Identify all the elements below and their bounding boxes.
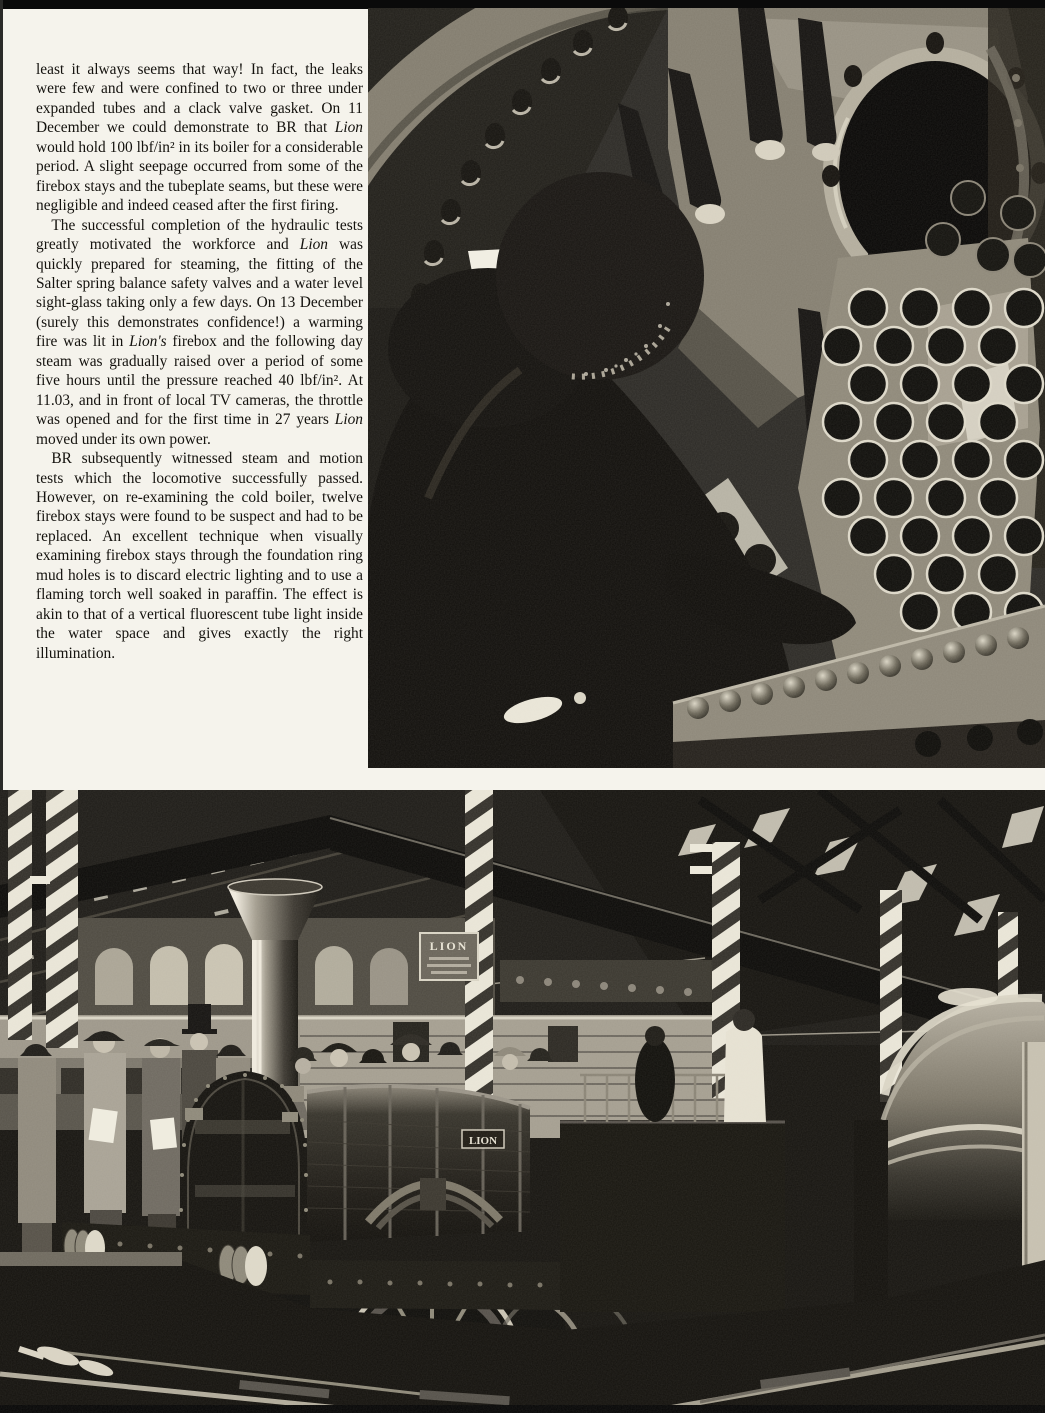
article-paragraph: The successful completion of the hydraulic tests greatly motivated the workforce and Lion was quickly prepared for steaming, the fitting of the Salter spring balance safety valves and a water level sight-glass taking only a few days. On 13 December (surely this demonstrates confidence!) a warming fire was lit in Lion's firebox and the following day steam was gradually raised over a period of some five hours until the pressure reached 40 lbf/in². At 11.03, and in front of local TV cameras, the throttle was opened and for the first time in 27 years Lion moved under its own power.: [36, 216, 363, 448]
article-paragraph: BR subsequently witnessed steam and motion tests which the locomotive successfully passed. However, on re-examining the cold boiler, twelve firebox stays were found to be suspect and had to be replaced. An excellent technique when visually examining firebox stays through the foundation ring mud holes is to discard electric lighting and to use a flaming torch well soaked in paraffin. The effect is akin to that of a vertical fluorescent tube light inside the water space and gives exactly the right illumination.: [36, 450, 363, 662]
station-scene-photo: [0, 790, 1045, 1413]
article-text-column: [36, 60, 363, 663]
lion-nameplate-text: LION: [468, 1135, 498, 1147]
article-paragraph: least it always seems that way! In fact, the leaks were few and were confined to two or three under expanded tubes and a clack valve gasket. On 11 December we could demonstrate to BR that Lion would hold 100 lbf/in² in its boiler for a considerable period. A slight seepage occurred from some of the firebox stays and the tubeplate seams, but these were negligible and indeed ceased after the first firing.: [36, 61, 363, 215]
boiler-interior-photo: [368, 8, 1045, 768]
scan-edge-left: [0, 0, 3, 792]
lion-sign-title: LION: [429, 939, 469, 953]
